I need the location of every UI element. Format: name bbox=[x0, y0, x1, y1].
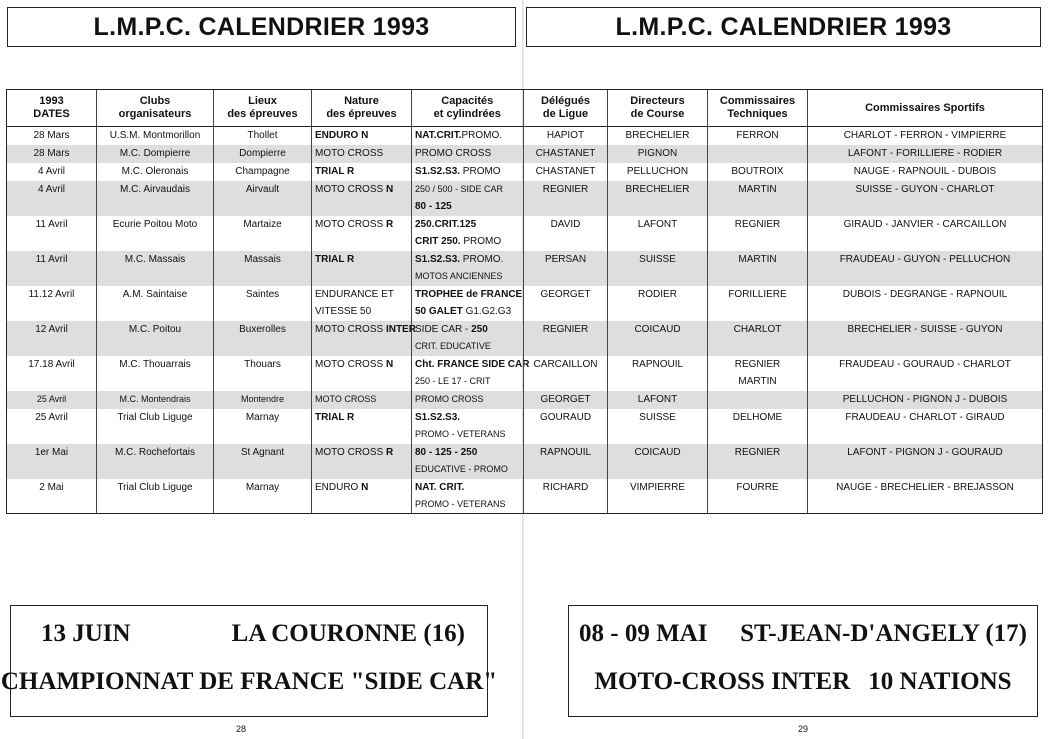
cell-text: BOUTROIX bbox=[731, 165, 784, 177]
capacity-cell bbox=[412, 163, 523, 181]
nature-cell bbox=[312, 251, 412, 286]
lieu-cell: Saintes bbox=[214, 286, 312, 321]
column-header-line: Commissaires Sportifs bbox=[865, 101, 985, 114]
table-row bbox=[7, 127, 523, 145]
sportifs-cell: CHARLOT - FERRON - VIMPIERRE bbox=[808, 127, 1043, 145]
table-row bbox=[7, 286, 523, 321]
column-header-line: DATES bbox=[33, 108, 70, 120]
cell-text: CHARLOT bbox=[733, 323, 782, 335]
nature-cell bbox=[312, 216, 412, 251]
nature-cell bbox=[312, 479, 412, 514]
cell-text: 250 - LE 17 - CRIT bbox=[415, 375, 491, 386]
delegue-cell: DAVID bbox=[524, 216, 608, 251]
table-row bbox=[524, 356, 1043, 391]
cell-text: PROMO bbox=[460, 235, 502, 247]
cell-text: Cht. FRANCE SIDE CAR bbox=[415, 358, 530, 370]
nature-cell bbox=[312, 286, 412, 321]
sportifs-cell: NAUGE - BRECHELIER - BREJASSON bbox=[808, 479, 1043, 514]
cell-text: MARTIN bbox=[738, 183, 777, 195]
cell-text: PROMO - VETERANS bbox=[415, 498, 506, 509]
cell-text: MOTO CROSS bbox=[315, 393, 377, 404]
delegue-cell: REGNIER bbox=[524, 181, 608, 216]
club-cell: M.C. Poitou bbox=[97, 321, 214, 356]
capacity-cell bbox=[412, 479, 523, 514]
nature-cell bbox=[312, 391, 412, 409]
table-row bbox=[7, 391, 523, 409]
cell-text: DELHOME bbox=[732, 411, 783, 423]
event-title: CHAMPIONNAT DE FRANCE "SIDE CAR" bbox=[0, 668, 498, 695]
column-header-line: des épreuves bbox=[227, 108, 298, 120]
capacity-cell bbox=[412, 409, 523, 444]
directeur-cell: BRECHELIER bbox=[608, 181, 708, 216]
cell-text: TRIAL R bbox=[315, 411, 355, 423]
event-place: ST-JEAN-D'ANGELY (17) bbox=[740, 620, 1027, 647]
lieu-cell: Thollet bbox=[214, 127, 312, 145]
table-row bbox=[7, 356, 523, 391]
capacity-cell bbox=[412, 251, 523, 286]
column-header bbox=[608, 90, 708, 127]
techniques-cell bbox=[708, 251, 808, 286]
sportifs-cell: DUBOIS - DEGRANGE - RAPNOUIL bbox=[808, 286, 1043, 321]
cell-text: 250.CRIT.125 bbox=[415, 218, 477, 230]
capacity-cell bbox=[412, 181, 523, 216]
capacity-cell bbox=[412, 321, 523, 356]
club-cell: M.C. Oleronais bbox=[97, 163, 214, 181]
column-header bbox=[524, 90, 608, 127]
delegue-cell: CARCAILLON bbox=[524, 356, 608, 391]
techniques-cell bbox=[708, 163, 808, 181]
cell-text: MARTIN bbox=[738, 253, 777, 265]
table-row bbox=[524, 409, 1043, 444]
directeur-cell: SUISSE bbox=[608, 409, 708, 444]
cell-text: MOTO CROSS bbox=[315, 323, 386, 335]
table-row bbox=[7, 479, 523, 514]
cell-text: TRIAL R bbox=[315, 253, 355, 265]
table-row bbox=[524, 321, 1043, 356]
date-cell: 25 Avril bbox=[7, 409, 97, 444]
date-cell: 11.12 Avril bbox=[7, 286, 97, 321]
club-cell: Trial Club Liguge bbox=[97, 409, 214, 444]
cell-text: N bbox=[361, 481, 369, 493]
column-header bbox=[7, 90, 97, 127]
column-header-line: Lieux bbox=[248, 95, 277, 107]
directeur-cell: COICAUD bbox=[608, 444, 708, 479]
nature-cell bbox=[312, 127, 412, 145]
cell-text: MOTO CROSS bbox=[315, 218, 386, 230]
event-date: 08 - 09 MAI bbox=[579, 620, 708, 647]
cell-text: 250 / 500 - SIDE CAR bbox=[415, 183, 504, 194]
date-cell: 12 Avril bbox=[7, 321, 97, 356]
table-row bbox=[524, 251, 1043, 286]
cell-text: ENDURANCE ET bbox=[315, 288, 394, 300]
lieu-cell: Martaize bbox=[214, 216, 312, 251]
sportifs-cell: FRAUDEAU - GUYON - PELLUCHON bbox=[808, 251, 1043, 286]
directeur-cell: SUISSE bbox=[608, 251, 708, 286]
cell-text: ENDURO bbox=[315, 481, 362, 493]
column-header-line: Techniques bbox=[727, 108, 788, 120]
delegue-cell: GEORGET bbox=[524, 391, 608, 409]
column-header-line: et cylindrées bbox=[433, 108, 501, 120]
capacity-cell bbox=[412, 391, 523, 409]
column-header bbox=[312, 90, 412, 127]
cell-text: REGNIER bbox=[734, 358, 781, 370]
column-header-line: de Ligue bbox=[542, 108, 589, 120]
page-number-left: 28 bbox=[236, 724, 247, 734]
cell-text: 250 bbox=[471, 323, 488, 335]
capacity-cell bbox=[412, 356, 530, 391]
cell-text: PROMO. bbox=[460, 253, 504, 265]
cell-text: PROMO CROSS bbox=[415, 393, 484, 404]
club-cell: Ecurie Poitou Moto bbox=[97, 216, 214, 251]
column-header-line: 1993 bbox=[39, 95, 64, 107]
directeur-cell: LAFONT bbox=[608, 216, 708, 251]
column-header-line: des épreuves bbox=[326, 108, 397, 120]
cell-text: G1.G2.G3 bbox=[462, 305, 512, 317]
directeur-cell: RODIER bbox=[608, 286, 708, 321]
table-row bbox=[524, 444, 1043, 479]
cell-text: N bbox=[385, 358, 394, 370]
directeur-cell: COICAUD bbox=[608, 321, 708, 356]
table-row bbox=[7, 321, 523, 356]
table-row bbox=[7, 181, 523, 216]
techniques-cell bbox=[708, 444, 808, 479]
column-header-line: Nature bbox=[344, 95, 379, 107]
lieu-cell: Airvault bbox=[214, 181, 312, 216]
club-cell: M.C. Montendrais bbox=[97, 391, 214, 409]
event-title: MOTO-CROSS INTER bbox=[594, 668, 851, 695]
sportifs-cell: LAFONT - PIGNON J - GOURAUD bbox=[808, 444, 1043, 479]
directeur-cell: PIGNON bbox=[608, 145, 708, 163]
event-place: LA COURONNE (16) bbox=[231, 620, 465, 647]
column-header-line: Capacités bbox=[441, 95, 494, 107]
nature-cell bbox=[312, 145, 412, 163]
delegue-cell: CHASTANET bbox=[524, 145, 608, 163]
sportifs-cell: FRAUDEAU - CHARLOT - GIRAUD bbox=[808, 409, 1043, 444]
date-cell: 28 Mars bbox=[7, 145, 97, 163]
capacity-cell bbox=[412, 145, 523, 163]
column-header-line: Délégués bbox=[541, 95, 590, 107]
directeur-cell: LAFONT bbox=[608, 391, 708, 409]
lieu-cell: Dompierre bbox=[214, 145, 312, 163]
directeur-cell: BRECHELIER bbox=[608, 127, 708, 145]
table-row bbox=[7, 145, 523, 163]
column-header-line: Directeurs bbox=[630, 95, 685, 107]
date-cell: 4 Avril bbox=[7, 163, 97, 181]
table-row bbox=[7, 216, 523, 251]
page-title-right: L.M.P.C. CALENDRIER 1993 bbox=[526, 7, 1041, 47]
event-box-moto-cross bbox=[568, 605, 1038, 717]
cell-text: PROMO CROSS bbox=[415, 147, 492, 159]
nature-cell bbox=[312, 163, 412, 181]
cell-text: CRIT 250. bbox=[415, 235, 461, 247]
date-cell: 17.18 Avril bbox=[7, 356, 97, 391]
cell-text: TRIAL R bbox=[315, 165, 355, 177]
club-cell: M.C. Thouarrais bbox=[97, 356, 214, 391]
delegue-cell: RICHARD bbox=[524, 479, 608, 514]
nature-cell bbox=[312, 409, 412, 444]
cell-text: REGNIER bbox=[734, 218, 781, 230]
cell-text: PROMO. bbox=[461, 130, 503, 141]
event-box-side-car bbox=[0, 605, 498, 717]
directeur-cell: PELLUCHON bbox=[608, 163, 708, 181]
cell-text: TROPHEE de FRANCE bbox=[415, 288, 523, 300]
column-header bbox=[97, 90, 214, 127]
table-row bbox=[7, 251, 523, 286]
cell-text: FORILLIERE bbox=[728, 288, 787, 300]
column-header bbox=[708, 90, 808, 127]
cell-text: FOURRE bbox=[736, 481, 779, 493]
column-header bbox=[412, 90, 523, 127]
column-header-line: Clubs bbox=[139, 95, 171, 107]
column-header-line: organisateurs bbox=[118, 108, 192, 120]
cell-text: S1.S2.S3. bbox=[415, 411, 461, 423]
delegue-cell: PERSAN bbox=[524, 251, 608, 286]
club-cell: M.C. Rochefortais bbox=[97, 444, 214, 479]
sportifs-cell: FRAUDEAU - GOURAUD - CHARLOT bbox=[808, 356, 1043, 391]
cell-text: SIDE CAR - bbox=[415, 323, 472, 335]
cell-text: 80 - 125 - 250 bbox=[415, 446, 478, 458]
techniques-cell bbox=[708, 391, 808, 409]
cell-text: R bbox=[385, 218, 394, 230]
lieu-cell: Montendre bbox=[214, 391, 312, 409]
cell-text: VITESSE 50 bbox=[315, 305, 372, 317]
techniques-cell bbox=[708, 181, 808, 216]
nature-cell bbox=[312, 356, 412, 391]
cell-text: EDUCATIVE - PROMO bbox=[415, 463, 508, 474]
sportifs-cell: SUISSE - GUYON - CHARLOT bbox=[808, 181, 1043, 216]
capacity-cell bbox=[412, 127, 523, 145]
techniques-cell bbox=[708, 216, 808, 251]
date-cell: 25 Avril bbox=[7, 391, 97, 409]
club-cell: A.M. Saintaise bbox=[97, 286, 214, 321]
column-header-line: de Course bbox=[630, 108, 685, 120]
directeur-cell: VIMPIERRE bbox=[608, 479, 708, 514]
cell-text: R bbox=[385, 446, 394, 458]
sportifs-cell: GIRAUD - JANVIER - CARCAILLON bbox=[808, 216, 1043, 251]
date-cell: 4 Avril bbox=[7, 181, 97, 216]
nature-cell bbox=[312, 181, 412, 216]
club-cell: M.C. Dompierre bbox=[97, 145, 214, 163]
table-row bbox=[524, 216, 1043, 251]
column-header-line: Commissaires bbox=[719, 95, 796, 107]
table-row bbox=[524, 163, 1043, 181]
cell-text: MARTIN bbox=[738, 375, 777, 387]
capacity-cell bbox=[412, 444, 523, 479]
lieu-cell: Marnay bbox=[214, 479, 312, 514]
table-row bbox=[7, 409, 523, 444]
cell-text: PROMO bbox=[460, 165, 501, 177]
lieu-cell: St Agnant bbox=[214, 444, 312, 479]
table-row bbox=[7, 163, 523, 181]
table-row bbox=[7, 444, 523, 479]
delegue-cell: GEORGET bbox=[524, 286, 608, 321]
club-cell: M.C. Massais bbox=[97, 251, 214, 286]
cell-text: N bbox=[385, 183, 394, 195]
delegue-cell: CHASTANET bbox=[524, 163, 608, 181]
date-cell: 1er Mai bbox=[7, 444, 97, 479]
lieu-cell: Champagne bbox=[214, 163, 312, 181]
cell-text: INTER bbox=[385, 323, 416, 335]
techniques-cell bbox=[708, 145, 808, 163]
cell-text: FERRON bbox=[736, 130, 779, 141]
cell-text: ENDURO N bbox=[315, 130, 369, 141]
cell-text: MOTO CROSS bbox=[315, 358, 386, 370]
column-header bbox=[808, 90, 1043, 127]
date-cell: 2 Mai bbox=[7, 479, 97, 514]
techniques-cell bbox=[708, 356, 808, 391]
club-cell: Trial Club Liguge bbox=[97, 479, 214, 514]
event-date: 13 JUIN bbox=[41, 620, 131, 647]
cell-text: MOTO CROSS bbox=[315, 446, 386, 458]
techniques-cell bbox=[708, 321, 808, 356]
techniques-cell bbox=[708, 286, 808, 321]
lieu-cell: Buxerolles bbox=[214, 321, 312, 356]
delegue-cell: RAPNOUIL bbox=[524, 444, 608, 479]
sportifs-cell: PELLUCHON - PIGNON J - DUBOIS bbox=[808, 391, 1043, 409]
sportifs-cell: LAFONT - FORILLIERE - RODIER bbox=[808, 145, 1043, 163]
sportifs-cell: BRECHELIER - SUISSE - GUYON bbox=[808, 321, 1043, 356]
table-row bbox=[524, 286, 1043, 321]
cell-text: CRIT. EDUCATIVE bbox=[415, 340, 491, 351]
date-cell: 11 Avril bbox=[7, 251, 97, 286]
nature-cell bbox=[312, 321, 416, 356]
lieu-cell: Marnay bbox=[214, 409, 312, 444]
nature-cell bbox=[312, 444, 412, 479]
event-subtitle: 10 NATIONS bbox=[868, 668, 1012, 695]
cell-text: MOTOS ANCIENNES bbox=[415, 270, 503, 281]
delegue-cell: REGNIER bbox=[524, 321, 608, 356]
cell-text: REGNIER bbox=[734, 446, 781, 458]
cell-text: NAT.CRIT. bbox=[415, 130, 462, 141]
column-header bbox=[214, 90, 312, 127]
calendar-table-left bbox=[6, 89, 530, 514]
club-cell: M.C. Airvaudais bbox=[97, 181, 214, 216]
cell-text: 50 GALET bbox=[415, 305, 463, 317]
cell-text: S1.S2.S3. bbox=[415, 165, 461, 177]
techniques-cell bbox=[708, 409, 808, 444]
sportifs-cell: NAUGE - RAPNOUIL - DUBOIS bbox=[808, 163, 1043, 181]
cell-text: NAT. CRIT. bbox=[415, 481, 465, 493]
delegue-cell: HAPIOT bbox=[524, 127, 608, 145]
delegue-cell: GOURAUD bbox=[524, 409, 608, 444]
techniques-cell bbox=[708, 127, 808, 145]
cell-text: S1.S2.S3. bbox=[415, 253, 461, 265]
cell-text: PROMO - VETERANS bbox=[415, 428, 506, 439]
lieu-cell: Massais bbox=[214, 251, 312, 286]
date-cell: 11 Avril bbox=[7, 216, 97, 251]
cell-text: MOTO CROSS bbox=[315, 183, 386, 195]
table-row bbox=[524, 479, 1043, 514]
techniques-cell bbox=[708, 479, 808, 514]
table-row bbox=[524, 145, 1043, 163]
capacity-cell bbox=[412, 216, 523, 251]
date-cell: 28 Mars bbox=[7, 127, 97, 145]
table-row bbox=[524, 127, 1043, 145]
directeur-cell: RAPNOUIL bbox=[608, 356, 708, 391]
calendar-table-right bbox=[523, 89, 1043, 514]
club-cell: U.S.M. Montmorillon bbox=[97, 127, 214, 145]
cell-text: MOTO CROSS bbox=[315, 147, 384, 159]
capacity-cell bbox=[412, 286, 523, 321]
page-number-right: 29 bbox=[798, 724, 809, 734]
table-row bbox=[524, 181, 1043, 216]
table-row bbox=[524, 391, 1043, 409]
lieu-cell: Thouars bbox=[214, 356, 312, 391]
cell-text: 80 - 125 bbox=[415, 200, 452, 212]
page-title-left: L.M.P.C. CALENDRIER 1993 bbox=[7, 7, 516, 47]
